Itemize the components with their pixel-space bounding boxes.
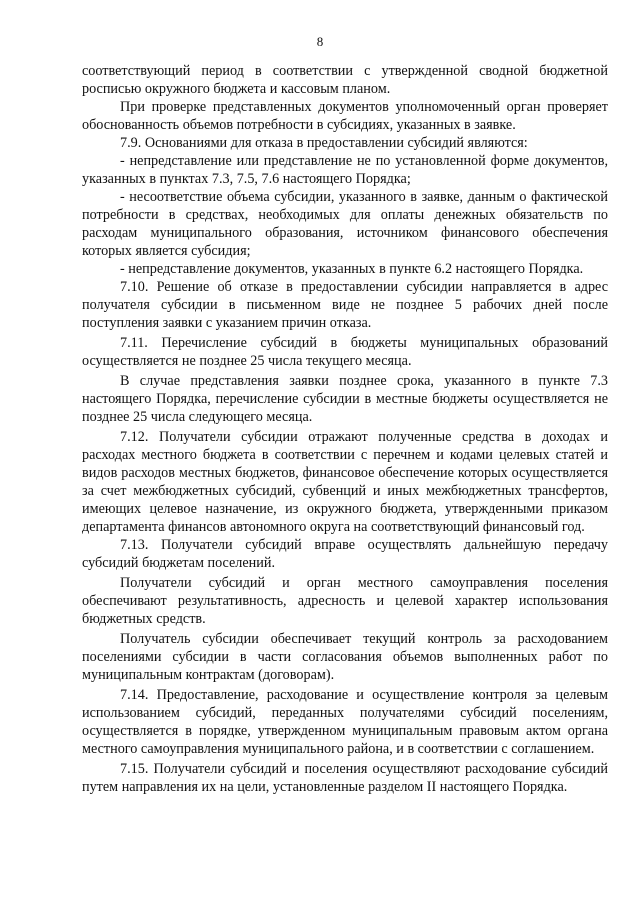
paragraph: 7.11. Перечисление субсидий в бюджеты муниципальных образований осуществляется не позднее 25 числа текущего месяца. (82, 335, 608, 369)
paragraph: соответствующий период в соответствии с утвержденной сводной бюджетной росписью окружного бюджета и кассовым планом. (82, 63, 608, 97)
paragraph: 7.10. Решение об отказе в предоставлении субсидии направляется в адрес получателя субсидии в письменном виде не позднее 5 рабочих дней после поступления заявки с указанием причин отказа. (82, 279, 608, 331)
paragraph: 7.9. Основаниями для отказа в предоставлении субсидий являются: (120, 135, 528, 151)
document-body (82, 62, 608, 796)
paragraph: 7.12. Получатели субсидии отражают полученные средства в доходах и расходах местного бюджета в соответствии с перечнем и кодами целевых статей и видов расходов местных бюджетов, финансовое обеспечение которых осуществляется за счет межбюджетных субсидий, субвенций и иных межбюджетных трансфертов, имеющих целевое назначение, из окружного бюджета, утвержденными приказом департамента финансов автономного округа на соответствующий финансовый год. (82, 429, 608, 535)
paragraph: 7.13. Получатели субсидий вправе осуществлять дальнейшую передачу субсидий бюджетам поселений. (82, 537, 608, 571)
paragraph: - непредставление или представление не по установленной форме документов, указанных в пунктах 7.3, 7.5, 7.6 настоящего Порядка; (82, 153, 608, 187)
paragraph: Получатели субсидий и орган местного самоуправления поселения обеспечивают результативность, адресность и целевой характер использования бюджетных средств. (82, 575, 608, 627)
paragraph: 7.15. Получатели субсидий и поселения осуществляют расходование субсидий путем направления их на цели, установленные разделом II настоящего Порядка. (82, 761, 608, 795)
page-number: 8 (316, 34, 324, 49)
paragraph: В случае представления заявки позднее срока, указанного в пункте 7.3 настоящего Порядка, перечисление субсидии в местные бюджеты осуществляется не позднее 25 числа следующего месяца. (82, 373, 608, 425)
paragraph: При проверке представленных документов уполномоченный орган проверяет обоснованность объемов потребности в субсидиях, указанных в заявке. (82, 99, 608, 133)
paragraph: 7.14. Предоставление, расходование и осуществление контроля за целевым использованием субсидий, переданных получателями субсидий поселениям, осуществляется в порядке, утвержденном муниципальным правовым актом органа местного самоуправления муниципального района, и в соответствии с соглашением. (82, 687, 608, 757)
paragraph: Получатель субсидии обеспечивает текущий контроль за расходованием поселениями субсидии в части согласования объемов выполненных работ по муниципальным контрактам (договорам). (82, 631, 608, 683)
paragraph: - несоответствие объема субсидии, указанного в заявке, данным о фактической потребности в средствах, необходимых для оплаты денежных обязательств по расходам муниципального образования, источником финансового обеспечения которых является субсидия; (82, 189, 608, 259)
paragraph: - непредставление документов, указанных в пункте 6.2 настоящего Порядка. (120, 261, 584, 277)
